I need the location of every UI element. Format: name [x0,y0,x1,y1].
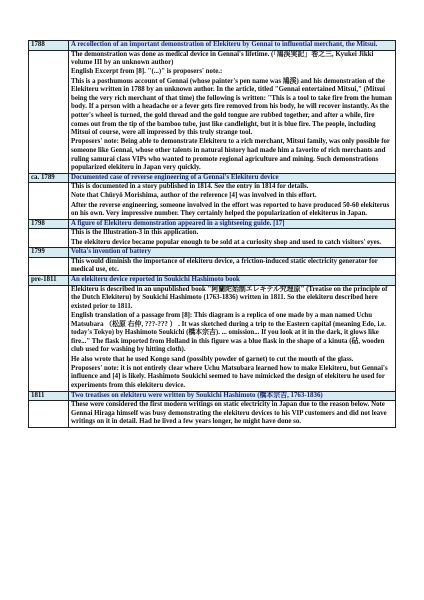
entry-date: 1811 [29,391,69,401]
entry-body-row [29,401,396,428]
entry-date: 1798 [29,219,69,229]
entry-paragraph: This is documented in a story published in 1814. See the entry in 1814 for details. [71,183,309,191]
entry-body [69,183,396,220]
entry-body [69,285,396,391]
entry-title: An elekiteru device reported in Soukichi Hashimoto book [69,276,396,286]
entry-date: ca. 1789 [29,173,69,183]
entry-date-spacer [29,401,69,428]
entry-paragraph: Elekiteru is described in an unpublished book "阿蘭陀始制エレキテル究理原" (Treatise on the principle of the Dutch Elekiteru) by Soukichi Hashimoto (1763-1836) written in 1811. So the elekiteru described here existed prior to 1811. [71,285,388,310]
entry-body [69,401,396,428]
entry-paragraph: English Excerpt from [8]. "(...)" is proposers' note.: [71,68,223,76]
entry-date: 1799 [29,248,69,258]
entry-title: A recollection of an important demonstration of Elekiteru by Gennai to influential merchant, the Mitsui. [69,41,396,51]
entry-paragraph: This would diminish the importance of elekiteru device, a friction-induced static electricity generator for medical use, etc. [71,257,378,274]
entry-paragraph: After the reverse engineering, someone involved in the effort was reported to have produced 50-60 elekiterus on his own. Very impressive number. They certainly helped the popularization of elekiterus in Japan. [71,201,390,218]
entry-title: Two treatises on elekiteru were written by Soukichi Hashimoto (橋本宗吉, 1763-1836) [69,391,396,401]
entry-header-row [29,41,396,51]
entry-body [69,229,396,248]
entry-header-row [29,173,396,183]
entry-title: Volta's invention of battery [69,248,396,258]
entry-paragraph: These were considered the first modern writings on static electricity in Japan due to the reason below. Note Gennai Hiraga himself was busy demonstrating the elekiteru devices to his VIP customers and did not leave writings on it in detail. Had he lived a few years longer, he might have done so. [71,401,387,426]
entry-paragraph: English translation of a passage from [8]: This diagram is a replica of one made by a man named Uchu Matsubara （松原 右仲, ???-??? ） . It was sketched during a trip to the Eastern capital (meaning Edo, i.e. today's Tokyo) by Hashimoto Soukichi (橋本宗吉). ... omission... If you look at it in the dark, it glows like fire..." The flask imported from Holland in this figure was a blue flask in the shape of a kinuta (砧, wooden club used for washing by hitting cloth). [71,311,386,354]
entry-header-row [29,248,396,258]
entry-paragraph: He also wrote that he used Kongo sand (possibly powder of garnet) to cut the mouth of the glass. [71,355,354,363]
entry-date: 1788 [29,41,69,51]
entry-body-row [29,257,396,275]
document-page [28,40,395,428]
entry-date-spacer [29,229,69,248]
entry-date-spacer [29,257,69,275]
entry-title: A figure of Elekiteru demonstration appeared in a sightseeing guide. [17] [69,219,396,229]
entry-body [69,50,396,173]
entry-body-row [29,229,396,248]
entry-paragraph: Proposers' note: Being able to demonstrate Elekiteru to a rich merchant, Mitsui family, was only possible for someone like Gennai, whose other talents in natural history had made him a favorite of rich merchants and ruling samurai class VIPs who wanted to promote regional agriculture and mining. Such demonstrations popularized elekiteru in Japan very quickly. [71,138,390,172]
entry-date-spacer [29,183,69,220]
entry-body [69,257,396,275]
entry-paragraph: Proposers' note: it is not entirely clear where Uchu Matsubara learned how to make Elekiteru, but Gennai's influence and [4] is likely. Hashimoto Soukichi seemed to have mimicked the design of elekiteru he used for experiments from this elekiteru device. [71,364,388,389]
entry-body-row [29,50,396,173]
entry-paragraph: This is the Illustration-3 in this application. [71,229,199,237]
entry-paragraph: Note that Chūryō Morishima, author of the reference [4] was involved in this effort. [71,192,317,200]
entry-date-spacer [29,50,69,173]
entry-paragraph: The elekiteru device became popular enough to be sold at a curiosity shop and used to catch visitors' eyes. [71,238,382,246]
entry-title: Documented case of reverse engineering of a Gennai's Elekiteru device [69,173,396,183]
entry-paragraph: The demonstration was done as medical device in Gennai's lifetime. (「鳩渓実記」巻之三, Kyukei Jikki volume III by an unknown author) [71,50,374,67]
entry-header-row [29,276,396,286]
entry-date: pre-1811 [29,276,69,286]
entry-body-row [29,285,396,391]
entry-header-row [29,219,396,229]
timeline-body [29,41,396,428]
entry-header-row [29,391,396,401]
entry-date-spacer [29,285,69,391]
entry-paragraph: This is a posthumous account of Gennai (whose painter's pen name was 鳩渓) and his demonstration of the Elekiteru written in 1788 by an unknown author. In the article, titled "Gennai entertained Mitsui," (Mitsui being the very rich merchant of that time) the following is written: "This is a tool to take fire from the human body. If a person with a headache or a fever gets fire removed from his body, he will recover instantly. As the potter's wheel is turned, the gold thread and the gold tongue are rubbed together, and after a while, fire comes out from the tip of the bamboo tube, just like candlelight, but it is blue fire. The people, including Mitsui of course, were all impressed by this truly strange tool. [71,77,392,137]
timeline-table [28,40,396,428]
entry-body-row [29,183,396,220]
